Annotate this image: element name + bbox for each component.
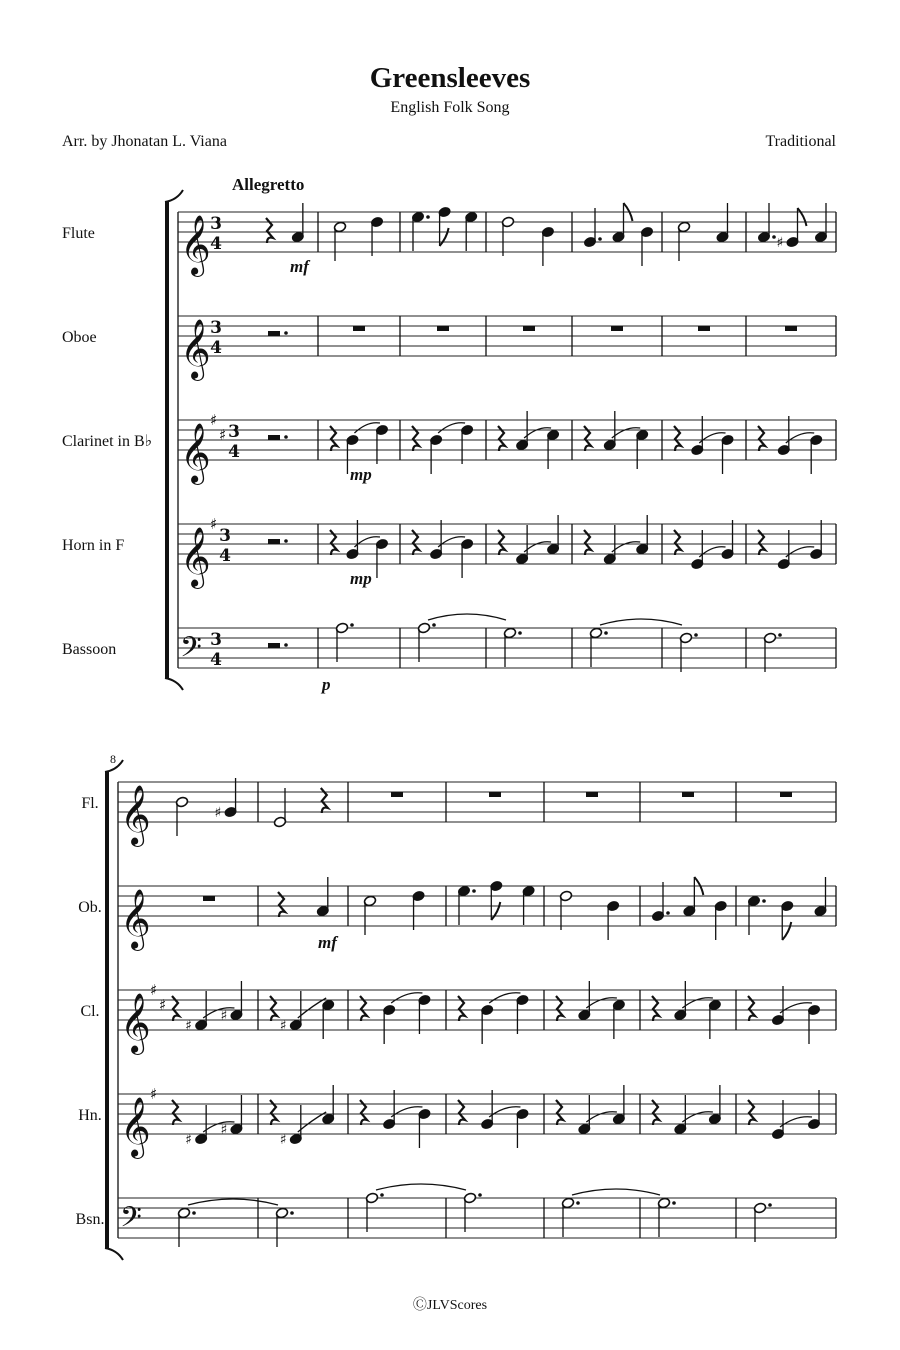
dynamic-marking-oboe: mf [318,933,337,952]
time-signature-bottom: 4 [210,650,222,670]
score-title: Greensleeves [369,62,531,94]
dynamic-marking-bassoon: p [322,675,331,694]
staff-clarinet-measure-slur [203,1008,234,1018]
staff-oboe-measure-dot [284,331,288,335]
instrument-label-flute: Fl. [81,795,99,812]
staff-flute-measure-sharp-icon: ♯ [214,805,222,821]
staff-horn-measure-slur [438,537,465,547]
time-signature-top: 3 [210,630,222,650]
staff-oboe-measure-dot [762,899,766,903]
publisher-footer: ⒸJLVScores [412,1298,488,1313]
staff-bassoon-measure-dot [432,623,436,627]
staff-clarinet-key-sharp-icon: ♯ [159,996,167,1014]
staff-flute-measure-dot [772,235,776,239]
staff-clarinet-measure-slur [489,993,520,1003]
staff-flute-clef-icon: 𝄞 [120,785,151,845]
staff-horn-measure-sharp-icon: ♯ [279,1132,287,1148]
staff-bassoon-measure-dot [478,1193,482,1197]
staff-horn-measure-slur [780,1117,812,1127]
instrument-label-oboe: Ob. [78,899,102,916]
staff-bassoon-measure-tie [428,614,506,620]
staff-oboe-clef-icon: 𝄞 [120,889,151,949]
staff-bassoon-measure-tie [376,1184,466,1190]
instrument-label-bassoon: Bassoon [62,641,117,658]
time-signature-bottom: 4 [219,546,231,566]
staff-bassoon-measure-dot [672,1201,676,1205]
instrument-label-clarinet: Clarinet in B♭ [62,433,153,450]
system-bracket [105,1248,123,1260]
staff-bassoon-measure-tie [600,619,682,625]
staff-clarinet-measure-dot [284,435,288,439]
staff-clarinet-measure-slur [391,993,422,1003]
staff-bassoon-clef-icon: 𝄢 [120,1201,142,1241]
staff-oboe-measure-flag [782,922,791,940]
staff-horn-clef-icon: 𝄞 [180,527,211,587]
arranger-credit: Arr. by Jhonatan L. Viana [62,133,227,150]
staff-oboe-measure-dot [472,889,476,893]
staff-flute-measure-flag [798,208,807,226]
staff-horn-measure-dot [284,539,288,543]
measure-number: 8 [110,752,116,766]
instrument-label-oboe: Oboe [62,329,97,346]
staff-clarinet-measure-slur [438,423,465,433]
staff-horn-measure-slur [489,1107,520,1117]
dynamic-marking-horn: mp [350,569,372,588]
instrument-label-bassoon: Bsn. [75,1211,105,1228]
time-signature-top: 3 [210,318,222,338]
staff-clarinet-measure-sharp-icon: ♯ [185,1018,192,1034]
staff-bassoon-measure-dot [768,1203,772,1207]
time-signature-top: 3 [210,214,222,234]
staff-horn-measure-sharp-icon: ♯ [220,1122,228,1138]
staff-clarinet-key-sharp-icon: ♯ [219,426,227,444]
staff-oboe-measure-rest [698,326,710,331]
staff-oboe-measure-dot [666,911,670,915]
time-signature-top: 3 [219,526,231,546]
staff-bassoon-measure-dot [694,633,698,637]
staff-bassoon-measure-dot [518,631,522,635]
staff-clarinet-measure-sharp-icon: ♯ [279,1018,287,1034]
system-bracket [165,678,183,690]
staff-clarinet-measure-slur [586,998,617,1008]
system-bracket [165,190,183,202]
staff-clarinet-clef-icon: 𝄞 [180,423,211,483]
staff-bassoon-measure-rest [268,643,280,648]
staff-bassoon-measure-dot [604,631,608,635]
staff-clarinet-measure-sharp-icon: ♯ [220,1008,228,1024]
dynamic-marking-flute: mf [290,257,309,276]
staff-flute-measure-rest [489,792,501,797]
instrument-label-flute: Flute [62,225,95,242]
staff-horn-measure-slur [586,1112,617,1122]
staff-bassoon-measure-dot [778,633,782,637]
dynamic-marking-clarinet: mp [350,465,372,484]
staff-flute-measure-dot [426,215,430,219]
staff-flute-measure-sharp-icon: ♯ [776,235,784,251]
staff-clarinet-measure-slur [298,998,326,1018]
time-signature-top: 3 [228,422,240,442]
staff-horn-measure-rest [268,539,280,544]
staff-horn-measure-slur [524,542,551,552]
staff-flute-measure-rest [780,792,792,797]
staff-bassoon-clef-icon: 𝄢 [180,631,202,671]
staff-oboe-measure-rest [785,326,797,331]
staff-horn-measure-slur [786,547,814,557]
staff-horn-key-sharp-icon: ♯ [150,1085,158,1103]
staff-oboe-measure-rest [437,326,449,331]
staff-clarinet-key-sharp-icon: ♯ [210,411,218,429]
composer-credit: Traditional [765,133,836,150]
time-signature-bottom: 4 [210,234,222,254]
staff-bassoon-measure-dot [380,1193,384,1197]
staff-flute-measure-dot [598,237,602,241]
staff-clarinet-measure-slur [682,998,713,1008]
staff-oboe-measure-rest [353,326,365,331]
staff-bassoon-measure-dot [576,1201,580,1205]
time-signature-bottom: 4 [210,338,222,358]
staff-oboe-measure-rest [203,896,215,901]
staff-clarinet-clef-icon: 𝄞 [120,993,151,1053]
staff-horn-measure-slur [298,1112,326,1132]
score-subtitle: English Folk Song [390,99,510,116]
staff-oboe-clef-icon: 𝄞 [180,319,211,379]
staff-horn-measure-slur [203,1122,234,1132]
staff-oboe-measure-rest [523,326,535,331]
staff-bassoon-measure-dot [290,1211,294,1215]
staff-oboe-measure-flag [491,902,500,920]
staff-horn-measure-slur [699,547,725,557]
staff-bassoon-measure-dot [192,1211,196,1215]
staff-horn-measure-slur [682,1112,713,1122]
staff-horn-measure-sharp-icon: ♯ [185,1132,192,1148]
staff-clarinet-key-sharp-icon: ♯ [150,981,158,999]
instrument-label-horn: Horn in F [62,537,125,554]
staff-clarinet-measure-slur [786,433,814,443]
staff-flute-measure-flag [440,228,449,246]
staff-clarinet-measure-slur [524,428,551,438]
system-bracket [105,772,109,1248]
instrument-label-clarinet: Cl. [80,1003,100,1020]
staff-clarinet-measure-slur [699,433,725,443]
staff-horn-measure-slur [612,542,640,552]
staff-oboe-measure-rest [268,331,280,336]
staff-flute-clef-icon: 𝄞 [180,215,211,275]
staff-horn-clef-icon: 𝄞 [120,1097,151,1157]
tempo-marking: Allegretto [232,175,305,194]
staff-bassoon-measure-dot [284,643,288,647]
staff-clarinet-measure-rest [268,435,280,440]
staff-bassoon-measure-tie [188,1199,278,1205]
staff-bassoon-measure-dot [350,623,354,627]
staff-flute-measure-rest [391,792,403,797]
staff-horn-key-sharp-icon: ♯ [210,515,218,533]
time-signature-bottom: 4 [228,442,240,462]
staff-horn-measure-slur [391,1107,422,1117]
system-bracket [165,202,169,678]
instrument-label-horn: Hn. [78,1107,102,1124]
staff-flute-measure-rest [586,792,598,797]
staff-clarinet-measure-slur [612,428,640,438]
staff-oboe-measure-rest [611,326,623,331]
staff-bassoon-measure-tie [572,1189,660,1195]
staff-flute-measure-rest [682,792,694,797]
staff-clarinet-measure-slur [780,1003,812,1013]
